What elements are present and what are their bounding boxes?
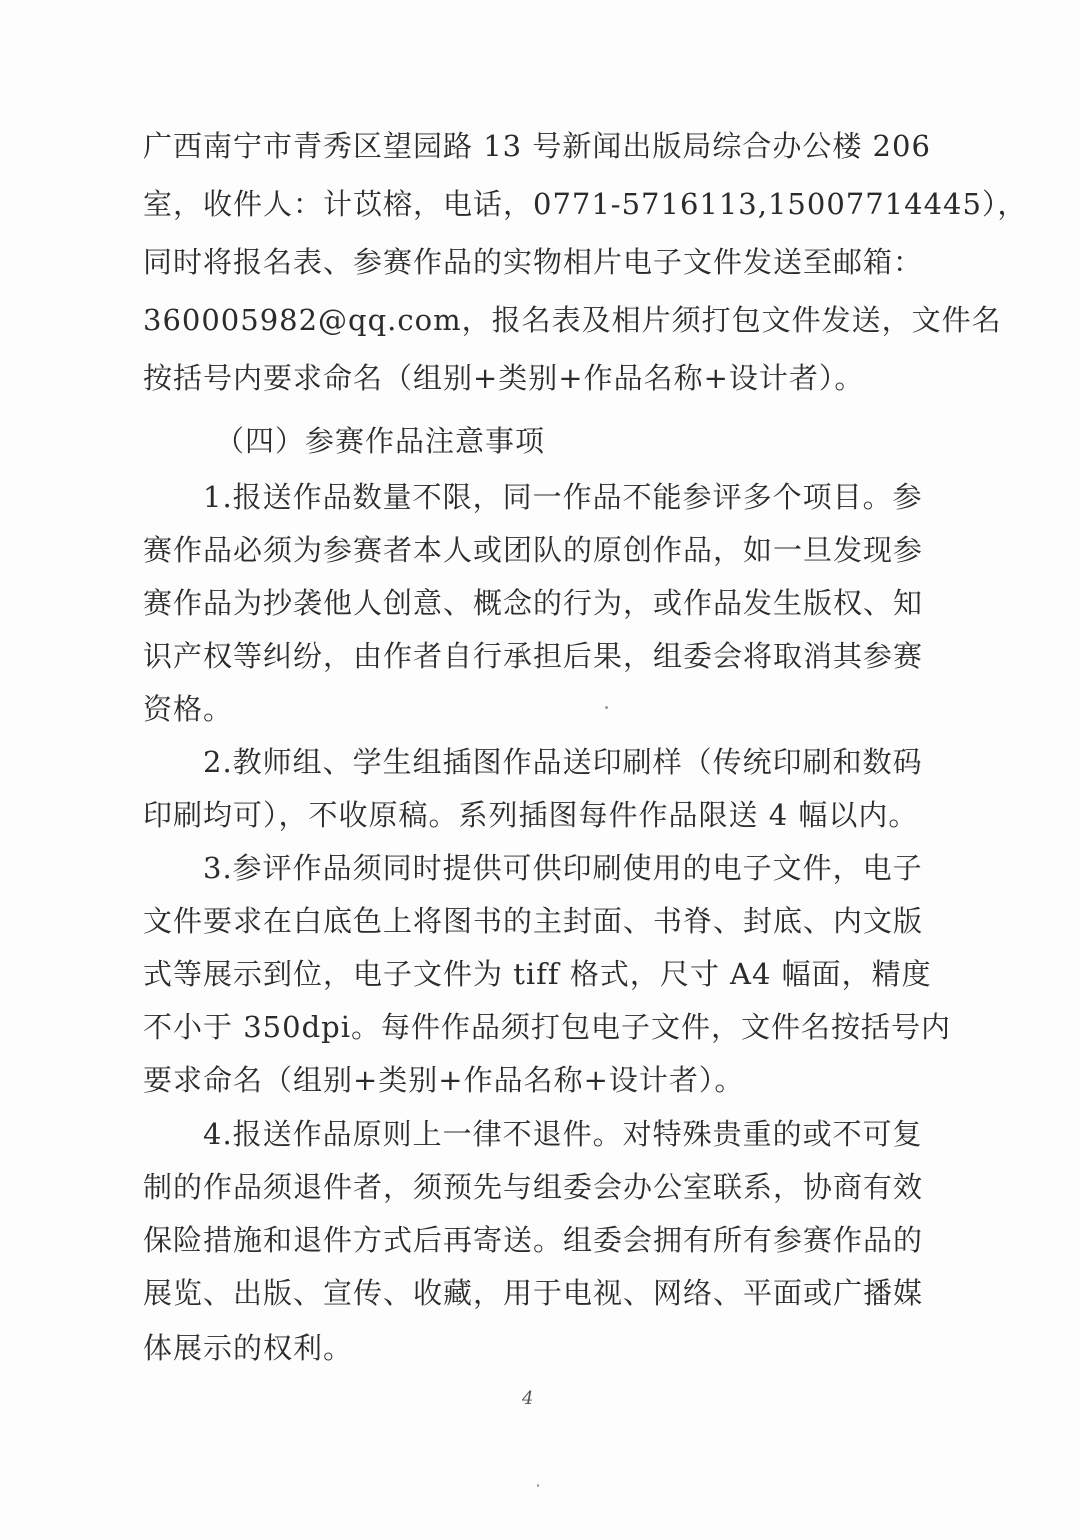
- item-3-line: 不小于 350dpi。每件作品须打包电子文件，文件名按括号内: [143, 1010, 951, 1044]
- item-2-line: 2.教师组、学生组插图作品送印刷样（传统印刷和数码: [203, 745, 923, 779]
- paragraph-line: 广西南宁市青秀区望园路 13 号新闻出版局综合办公楼 206: [143, 129, 931, 163]
- item-4-line: 4.报送作品原则上一律不退件。对特殊贵重的或不可复: [203, 1117, 923, 1151]
- paragraph-line: 室，收件人：计苡榕，电话，0771-5716113,15007714445），: [143, 187, 1028, 221]
- item-4-line: 展览、出版、宣传、收藏，用于电视、网络、平面或广播媒: [143, 1276, 924, 1310]
- paragraph-line: 360005982@qq.com，报名表及相片须打包文件发送，文件名: [143, 303, 1002, 337]
- item-4-line: 制的作品须退件者，须预先与组委会办公室联系，协商有效: [143, 1170, 924, 1204]
- item-3-line: 文件要求在白底色上将图书的主封面、书脊、封底、内文版: [143, 904, 924, 938]
- paragraph-line: 同时将报名表、参赛作品的实物相片电子文件发送至邮箱：: [143, 245, 924, 279]
- item-3-line: 式等展示到位，电子文件为 tiff 格式，尺寸 A4 幅面，精度: [143, 957, 932, 991]
- section-heading: （四）参赛作品注意事项: [215, 424, 546, 458]
- page-number: 4: [522, 1388, 534, 1409]
- paragraph-line: 按括号内要求命名（组别+类别+作品名称+设计者）。: [143, 361, 865, 395]
- scan-speck: [605, 706, 608, 709]
- item-1-line: 赛作品必须为参赛者本人或团队的原创作品，如一旦发现参: [143, 533, 924, 567]
- scan-speck: [537, 1484, 539, 1487]
- item-1-line: 1.报送作品数量不限，同一作品不能参评多个项目。参: [203, 480, 923, 514]
- item-1-line: 识产权等纠纷，由作者自行承担后果，组委会将取消其参赛: [143, 639, 924, 673]
- item-1-line: 赛作品为抄袭他人创意、概念的行为，或作品发生版权、知: [143, 586, 924, 620]
- item-1-line: 资格。: [143, 692, 234, 726]
- item-3-line: 要求命名（组别+类别+作品名称+设计者）。: [143, 1063, 745, 1097]
- item-3-line: 3.参评作品须同时提供可供印刷使用的电子文件，电子: [203, 851, 923, 885]
- item-4-line: 体展示的权利。: [143, 1331, 354, 1365]
- item-2-line: 印刷均可），不收原稿。系列插图每件作品限送 4 幅以内。: [143, 798, 919, 832]
- item-4-line: 保险措施和退件方式后再寄送。组委会拥有所有参赛作品的: [143, 1223, 924, 1257]
